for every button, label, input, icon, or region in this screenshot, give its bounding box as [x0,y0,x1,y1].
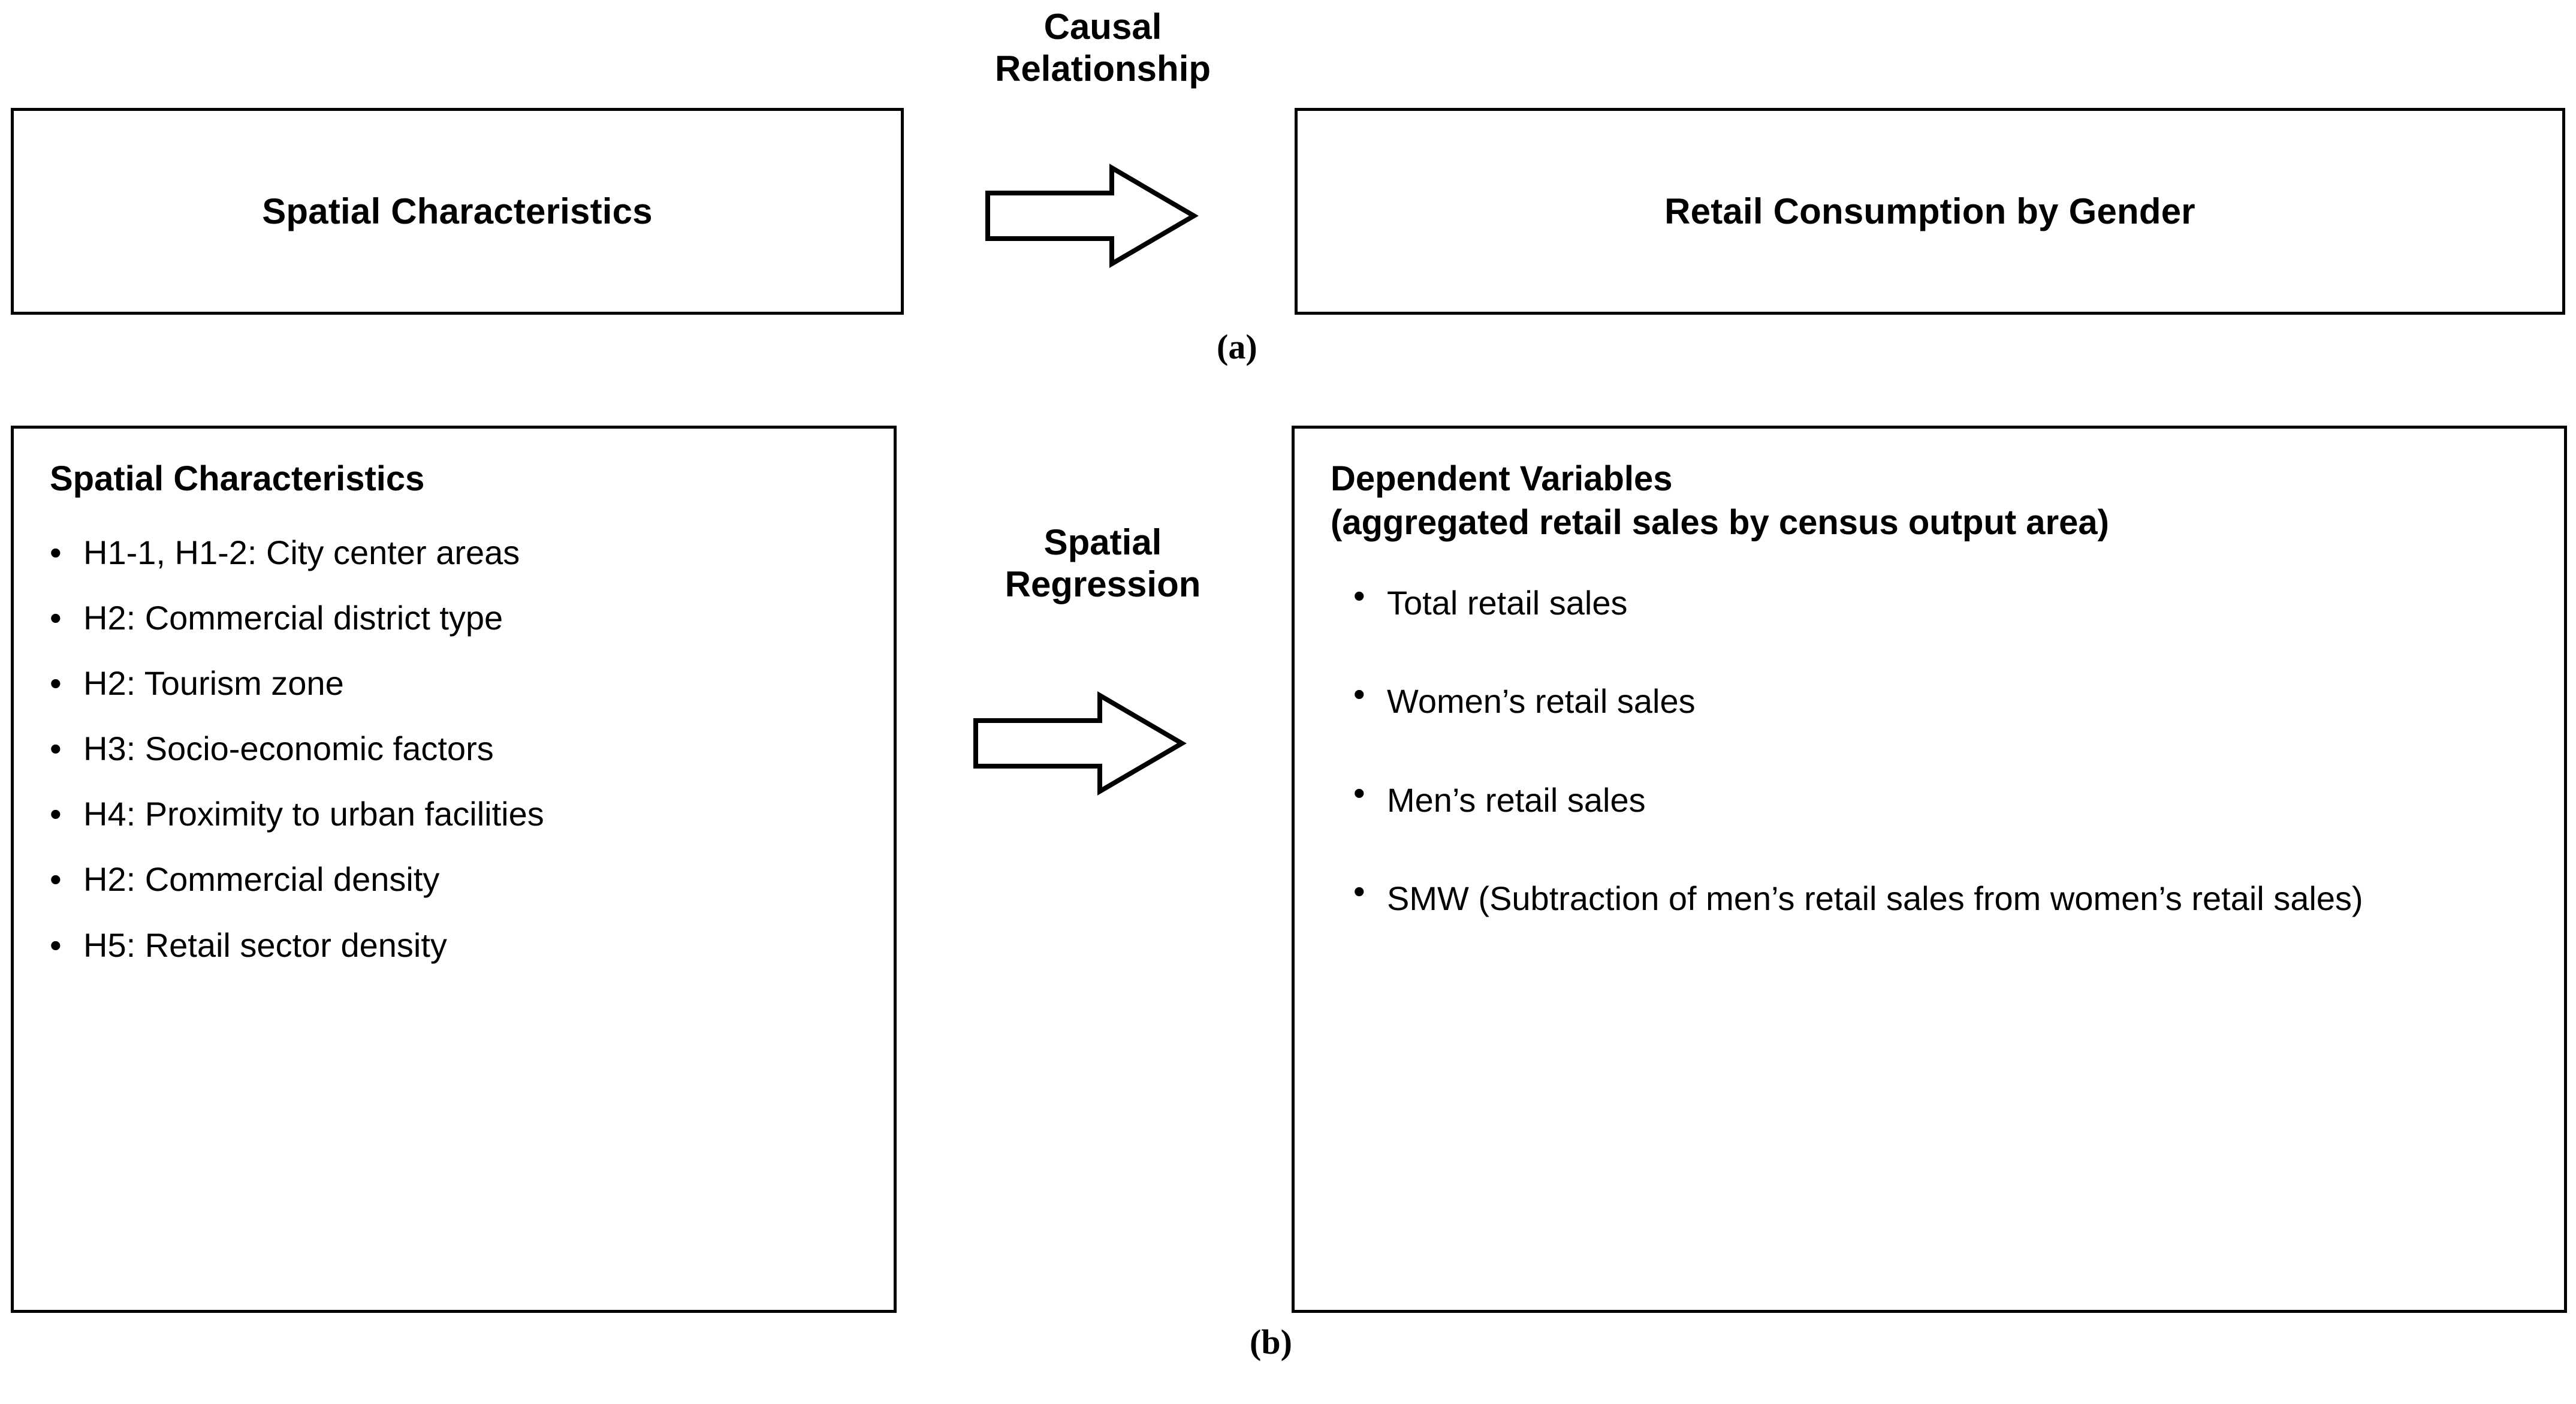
list-item [1331,773,2528,828]
bullet-icon: • [1353,773,1365,812]
list-item [1331,871,2528,926]
bullet-icon: • [50,598,62,637]
retail-consumption-title-a: Retail Consumption by Gender [1664,191,2195,231]
list-item-label: H2: Commercial district type [83,598,503,637]
list-item [50,598,858,638]
list-item [1331,576,2528,631]
spatial-regression-label-line2: Regression [1005,564,1201,604]
list-item-label: H5: Retail sector density [83,926,447,964]
spatial-regression-label-line1: Spatial [1043,522,1162,562]
dependent-variables-heading [1331,457,2528,544]
list-item-label: H3: Socio-economic factors [83,730,494,768]
list-item [50,663,858,703]
list-item-label: SMW (Subtraction of men’s retail sales from women’s retail sales) [1387,879,2363,918]
list-item-label: Women’s retail sales [1387,682,1696,721]
bullet-icon: • [1353,675,1365,713]
bullet-icon: • [50,730,62,768]
panel-b [0,420,2576,1404]
list-item [50,532,858,573]
list-item-label: Men’s retail sales [1387,781,1646,819]
bullet-icon: • [50,926,62,964]
list-item-label: H2: Commercial density [83,860,440,899]
dependent-variables-box-b [1292,426,2567,1313]
causal-relationship-label [935,6,1271,89]
retail-consumption-box-a [1295,108,2565,315]
spatial-characteristics-heading-b: Spatial Characteristics [50,459,425,498]
dependent-variables-list [1331,576,2528,927]
spatial-characteristics-box-b [11,426,897,1313]
list-item [50,925,858,965]
block-arrow-right-icon-b [971,689,1187,797]
spatial-characteristics-box-a [11,108,904,315]
list-item-label: H4: Proximity to urban facilities [83,795,544,833]
list-item [50,859,858,899]
spatial-regression-label [917,522,1289,605]
dependent-variables-heading-line2: (aggregated retail sales by census output area) [1331,502,2109,542]
block-arrow-right-icon-a [983,162,1199,270]
bullet-icon: • [1353,577,1365,614]
panel-a [0,0,2576,396]
bullet-icon: • [50,860,62,899]
bullet-icon: • [1353,872,1365,911]
spatial-characteristics-list [50,532,858,965]
bullet-icon: • [50,533,62,571]
bullet-icon: • [50,795,62,833]
panel-b-caption: (b) [1250,1322,1292,1361]
causal-relationship-label-line1: Causal [1043,7,1162,47]
list-item [1331,674,2528,729]
list-item-label: H1-1, H1-2: City center areas [83,533,520,571]
list-item-label: Total retail sales [1387,584,1628,622]
list-item-label: H2: Tourism zone [83,664,344,702]
list-item [50,794,858,834]
causal-relationship-label-line2: Relationship [994,48,1211,89]
list-item [50,728,858,769]
dependent-variables-heading-line1: Dependent Variables [1331,459,1673,498]
bullet-icon: • [50,664,62,702]
panel-a-caption: (a) [1217,327,1257,366]
spatial-characteristics-title-a: Spatial Characteristics [262,191,653,231]
